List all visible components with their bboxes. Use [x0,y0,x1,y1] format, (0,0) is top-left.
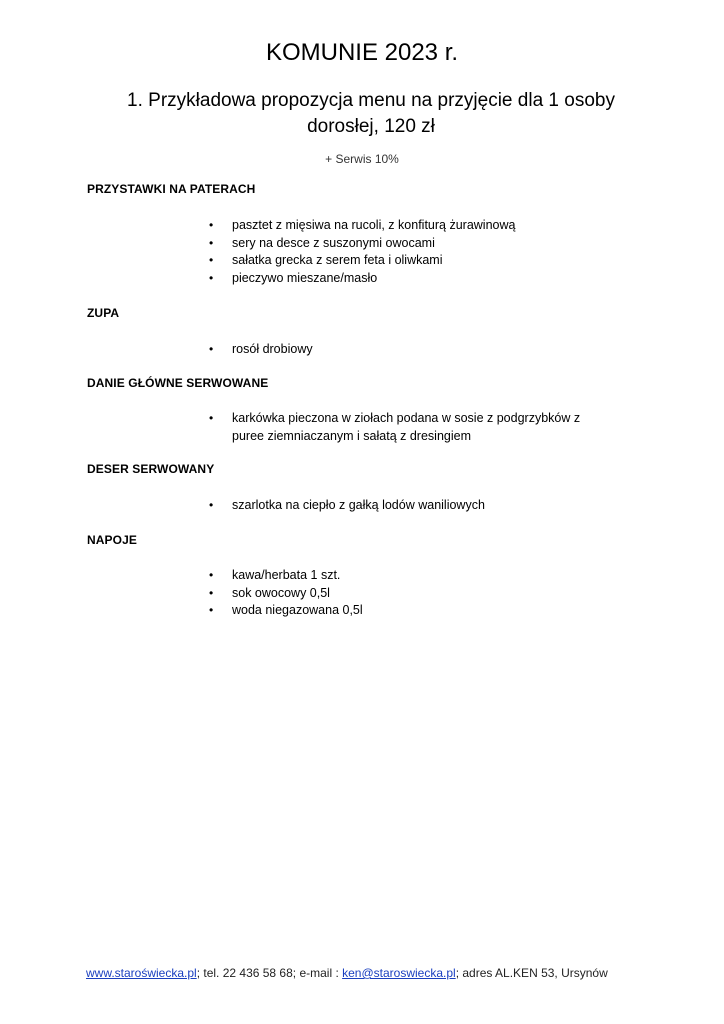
list-item: • sałatka grecka z serem feta i oliwkami [209,252,515,270]
section-heading-przystawki: PRZYSTAWKI NA PATERACH [87,182,256,196]
page-footer [86,966,608,980]
list-item: • pieczywo mieszane/masło [209,270,515,288]
section-list-napoje [209,567,363,620]
section-heading-deser: DESER SERWOWANY [87,462,215,476]
list-item: • sery na desce z suszonymi owocami [209,235,515,253]
section-heading-napoje: NAPOJE [87,533,137,547]
list-item: • kawa/herbata 1 szt. [209,567,363,585]
page-title: KOMUNIE 2023 r. [265,39,459,66]
section-heading-danie-glowne: DANIE GŁÓWNE SERWOWANE [87,376,269,390]
section-list-danie-glowne [209,410,601,445]
list-item: • pasztet z mięsiwa na rucoli, z konfiturą żurawinową [209,217,515,235]
list-item: • rosół drobiowy [209,341,313,359]
section-heading-zupa: ZUPA [87,306,120,320]
list-item: • karkówka pieczona w ziołach podana w sosie z podgrzybków z puree ziemniaczanym i sałatą z dresingiem [209,410,601,445]
list-item: • sok owocowy 0,5l [209,585,363,603]
footer-address-text: ; adres AL.KEN 53, Ursynów [455,966,608,980]
email-link[interactable]: ken@staroswiecka.pl [342,966,456,980]
menu-subtitle: 1. Przykładowa propozycja menu na przyjęcie dla 1 osoby dorosłej, 120 zł [127,90,615,137]
website-link[interactable]: www.staroświecka.pl [86,966,197,980]
list-item: • woda niegazowana 0,5l [209,602,363,620]
section-list-deser [209,497,485,515]
section-list-zupa [209,341,313,359]
footer-phone-text: ; tel. 22 436 58 68; e-mail : [196,966,343,980]
list-item: • szarlotka na ciepło z gałką lodów waniliowych [209,497,485,515]
service-charge-note: + Serwis 10% [325,152,399,166]
section-list-przystawki [209,217,515,287]
